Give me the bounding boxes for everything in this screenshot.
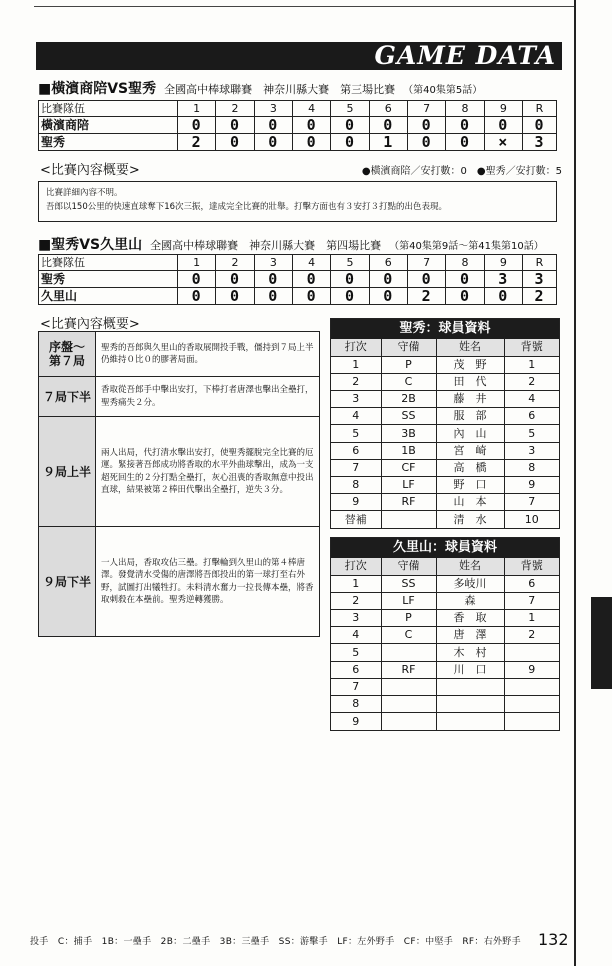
player-name: 茂 野 [436, 356, 504, 373]
player-row [331, 494, 559, 511]
player-row [331, 627, 559, 644]
inning-score: 0 [292, 288, 330, 305]
inning-score: 0 [407, 117, 445, 134]
inning-header: 7 [407, 101, 445, 117]
roster-column-header: 姓名 [436, 339, 504, 356]
inning-score: × [484, 134, 522, 151]
inning-score: 0 [331, 134, 369, 151]
position: 2B [381, 391, 436, 408]
inning-score: 0 [292, 271, 330, 288]
game1-header [38, 78, 482, 98]
inning-score: 0 [407, 134, 445, 151]
total-runs: 0 [523, 117, 557, 134]
inning-header: 1 [178, 101, 216, 117]
summary-row-text: 兩人出局，代打清水擊出安打，使聖秀擺脫完全比賽的厄運。緊接著吾郎成功將香取的水平外曲球擊出，成為一支超死回生的２分打點全壘打，灰心沮喪的香取無意中投出直球，結果被第２棒田代擊出全壘打，逆失３分。 [101, 447, 314, 495]
position [381, 678, 436, 695]
player-name: 內 山 [436, 425, 504, 442]
position: LF [381, 477, 436, 494]
roster-column-header: 守備 [381, 339, 436, 356]
batting-order: 3 [331, 391, 381, 408]
jersey-number: 5 [504, 425, 559, 442]
inning-score: 0 [446, 288, 484, 305]
game-data-banner: GAME DATA [36, 42, 562, 70]
player-row [331, 391, 559, 408]
team-score-row [39, 117, 557, 134]
right-margin-rule [574, 0, 576, 966]
position: RF [381, 494, 436, 511]
player-row [331, 661, 559, 678]
game1-tournament: 全國高中棒球聯賽 神奈川縣大賽 第三場比賽 [164, 83, 396, 96]
jersey-number: 1 [504, 356, 559, 373]
game2-header [38, 234, 544, 254]
player-name: 多岐川 [436, 575, 504, 592]
player-row [331, 459, 559, 476]
game1-scoreboard [38, 100, 557, 151]
position: LF [381, 592, 436, 609]
inning-header: 1 [178, 255, 216, 271]
player-row [331, 575, 559, 592]
game2-summary-title: <比賽內容概要> [40, 317, 140, 332]
team-column-header: 比賽隊伍 [39, 101, 178, 117]
game1-summary-line: 比賽詳細內容不明。 [46, 188, 123, 198]
player-name: 木 村 [436, 644, 504, 661]
player-name: 藤 井 [436, 391, 504, 408]
batting-order: 2 [331, 373, 381, 390]
roster-column-header: 背號 [504, 558, 559, 575]
summary-row-label: ９局下半 [39, 527, 96, 636]
seishu-roster-title: 聖秀：球員資料 [331, 319, 559, 339]
player-row [331, 644, 559, 661]
game2-header-row [39, 255, 557, 271]
inning-score: 1 [369, 134, 407, 151]
inning-header: 8 [446, 101, 484, 117]
page-number: 132 [538, 930, 569, 949]
game2-summary-grid [38, 331, 320, 637]
team-score-row [39, 288, 557, 305]
game2-scoreboard [38, 254, 557, 305]
roster-header-row [331, 558, 559, 575]
player-row [331, 678, 559, 695]
inning-score: 0 [292, 117, 330, 134]
inning-score: 0 [178, 288, 216, 305]
kuriyama-roster [330, 537, 560, 731]
player-row [331, 425, 559, 442]
roster-column-header: 打次 [331, 558, 381, 575]
inning-score: 0 [369, 288, 407, 305]
jersey-number: 9 [504, 477, 559, 494]
inning-score: 2 [178, 134, 216, 151]
inning-score: 0 [216, 271, 254, 288]
seishu-roster [330, 318, 560, 529]
inning-score: 0 [446, 271, 484, 288]
jersey-number [504, 696, 559, 713]
position: C [381, 373, 436, 390]
team-name: 聖秀 [39, 134, 178, 151]
jersey-number: 4 [504, 391, 559, 408]
position: 1B [381, 442, 436, 459]
team-score-row [39, 134, 557, 151]
position [381, 644, 436, 661]
position [381, 713, 436, 730]
inning-score: 0 [331, 117, 369, 134]
inning-header: 3 [254, 101, 292, 117]
jersey-number: 9 [504, 661, 559, 678]
inning-header: 2 [216, 255, 254, 271]
player-name: 田 代 [436, 373, 504, 390]
position: CF [381, 459, 436, 476]
summary-row-text: 聖秀的吾郎與久里山的香取展開投手戰，僵持到７局上半仍維持０比０的膠著局面。 [101, 342, 314, 365]
inning-header: 2 [216, 101, 254, 117]
jersey-number: 7 [504, 494, 559, 511]
position: 3B [381, 425, 436, 442]
jersey-number: 10 [524, 512, 539, 526]
position: RF [381, 661, 436, 678]
batting-order: 4 [331, 627, 381, 644]
position: SS [381, 575, 436, 592]
player-name: 宮 崎 [436, 442, 504, 459]
inning-score: 0 [216, 134, 254, 151]
inning-score: 0 [484, 117, 522, 134]
inning-header: 9 [484, 101, 522, 117]
player-row [331, 477, 559, 494]
player-row [331, 610, 559, 627]
position: P [381, 356, 436, 373]
inning-score: 0 [292, 134, 330, 151]
batting-order: 3 [331, 610, 381, 627]
batting-order: 7 [331, 459, 381, 476]
player-row [331, 356, 559, 373]
game1-summary-title: <比賽內容概要> [40, 163, 140, 178]
batting-order: 1 [331, 356, 381, 373]
player-name: 清 水 [436, 511, 504, 528]
player-row [331, 696, 559, 713]
batting-order: 1 [331, 575, 381, 592]
total-runs: 3 [523, 271, 557, 288]
summary-row-label: 序盤～ 第７局 [39, 332, 96, 376]
inning-score: 0 [178, 117, 216, 134]
player-name: 山 本 [436, 494, 504, 511]
runs-column-header: R [523, 101, 557, 117]
summary-row [39, 527, 319, 636]
player-name: 服 部 [436, 408, 504, 425]
inning-score: 0 [331, 288, 369, 305]
total-runs: 3 [523, 134, 557, 151]
batting-order: 9 [331, 494, 381, 511]
summary-row [39, 332, 319, 377]
jersey-number [504, 678, 559, 695]
position: C [381, 627, 436, 644]
player-name [436, 696, 504, 713]
player-row [331, 713, 559, 730]
player-name: 川 口 [436, 661, 504, 678]
jersey-number: 2 [504, 373, 559, 390]
player-name: 森 [436, 592, 504, 609]
batting-order: 5 [331, 425, 381, 442]
roster-column-header: 背號 [504, 339, 559, 356]
seishu-roster-table [331, 339, 559, 528]
team-score-row [39, 271, 557, 288]
batting-order: 5 [331, 644, 381, 661]
inning-score: 0 [254, 117, 292, 134]
inning-header: 8 [446, 255, 484, 271]
game1-summary-line: 吾郎以150公里的快速直球奪下16次三振，達成完全比賽的壯舉。打擊方面也有３安打３打點的出色表現。 [46, 202, 448, 212]
batting-order: 4 [331, 408, 381, 425]
inning-score: 0 [484, 288, 522, 305]
inning-score: 0 [446, 117, 484, 134]
inning-header: 4 [292, 101, 330, 117]
inning-score: 0 [216, 288, 254, 305]
roster-column-header: 姓名 [436, 558, 504, 575]
inning-header: 4 [292, 255, 330, 271]
roster-column-header: 打次 [331, 339, 381, 356]
top-rule [34, 6, 574, 7]
team-column-header: 比賽隊伍 [39, 255, 178, 271]
game1-title: ■橫濱商陪VS聖秀 [38, 81, 157, 97]
position-legend: 投手 C：捕手 1B：一壘手 2B：二壘手 3B：三壘手 SS：游擊手 LF：左外野手 CF：中堅手 RF：右外野手 [30, 937, 521, 947]
inning-header: 5 [331, 255, 369, 271]
batting-order: 6 [331, 442, 381, 459]
player-name [436, 713, 504, 730]
player-name [436, 678, 504, 695]
player-name: 香 取 [436, 610, 504, 627]
summary-row-text: 香取從吾郎手中擊出安打，下棒打者唐澤也擊出全壘打，聖秀痛失２分。 [101, 385, 314, 408]
inning-score: 0 [216, 117, 254, 134]
batting-order: 替補 [331, 511, 381, 528]
game1-hits: ●橫濱商陪／安打數：0 ●聖秀／安打數：5 [361, 166, 562, 177]
inning-score: 2 [407, 288, 445, 305]
inning-header: 3 [254, 255, 292, 271]
inning-score: 0 [446, 134, 484, 151]
batting-order: 9 [331, 713, 381, 730]
game2-title: ■聖秀VS久里山 [38, 237, 143, 253]
player-row [331, 373, 559, 390]
inning-header: 5 [331, 101, 369, 117]
jersey-number [504, 713, 559, 730]
position: SS [381, 408, 436, 425]
inning-score: 0 [369, 117, 407, 134]
batting-order: 2 [331, 592, 381, 609]
team-name: 橫濱商陪 [39, 117, 178, 134]
kuriyama-roster-table [331, 558, 559, 730]
team-name: 久里山 [39, 288, 178, 305]
game1-header-row [39, 101, 557, 117]
inning-score: 0 [254, 134, 292, 151]
jersey-number [504, 644, 559, 661]
inning-score: 0 [407, 271, 445, 288]
jersey-number: 6 [504, 408, 559, 425]
game1-episode: （第40集第5話） [403, 85, 483, 96]
inning-score: 0 [331, 271, 369, 288]
jersey-number: 3 [504, 442, 559, 459]
player-row [331, 592, 559, 609]
batting-order: 8 [331, 477, 381, 494]
batting-order: 8 [331, 696, 381, 713]
total-runs: 2 [523, 288, 557, 305]
kuriyama-roster-title: 久里山：球員資料 [331, 538, 559, 558]
player-row [331, 511, 559, 528]
inning-score: 3 [484, 271, 522, 288]
player-name: 野 口 [436, 477, 504, 494]
roster-column-header: 守備 [381, 558, 436, 575]
summary-row-label: ９局上半 [39, 417, 96, 526]
inning-header: 6 [369, 101, 407, 117]
player-name: 唐 澤 [436, 627, 504, 644]
summary-row-text: 一人出局，香取攻佔三壘。打擊輪到久里山的第４棒唐澤。發覺清水受傷的唐澤將吾郎投出的第一球打至右外野，試圖打出犧牲打。未料清水奮力一拉長傳本壘，將香取刺殺在本壘前。聖秀逆轉獲勝。 [101, 557, 314, 605]
inning-header: 7 [407, 255, 445, 271]
player-row [331, 408, 559, 425]
roster-header-row [331, 339, 559, 356]
jersey-number: 1 [504, 610, 559, 627]
position: P [381, 610, 436, 627]
game2-tournament: 全國高中棒球聯賽 神奈川縣大賽 第四場比賽 [150, 239, 382, 252]
inning-header: 6 [369, 255, 407, 271]
chapter-tab-marker [591, 597, 612, 689]
summary-row [39, 417, 319, 527]
inning-score: 0 [254, 288, 292, 305]
player-name: 高 橋 [436, 459, 504, 476]
inning-score: 0 [254, 271, 292, 288]
runs-column-header: R [523, 255, 557, 271]
inning-header: 9 [484, 255, 522, 271]
jersey-number: 8 [504, 459, 559, 476]
game2-episode: （第40集第9話～第41集第10話） [389, 241, 544, 252]
inning-score: 0 [369, 271, 407, 288]
jersey-number: 6 [504, 575, 559, 592]
jersey-number: 2 [504, 627, 559, 644]
batting-order: 6 [331, 661, 381, 678]
batting-order: 7 [331, 678, 381, 695]
summary-row [39, 377, 319, 417]
game1-summary-box [38, 181, 557, 222]
position [381, 511, 436, 528]
inning-score: 0 [178, 271, 216, 288]
player-row [331, 442, 559, 459]
jersey-number: 7 [504, 592, 559, 609]
team-name: 聖秀 [39, 271, 178, 288]
summary-row-label: ７局下半 [39, 377, 96, 416]
position [381, 696, 436, 713]
